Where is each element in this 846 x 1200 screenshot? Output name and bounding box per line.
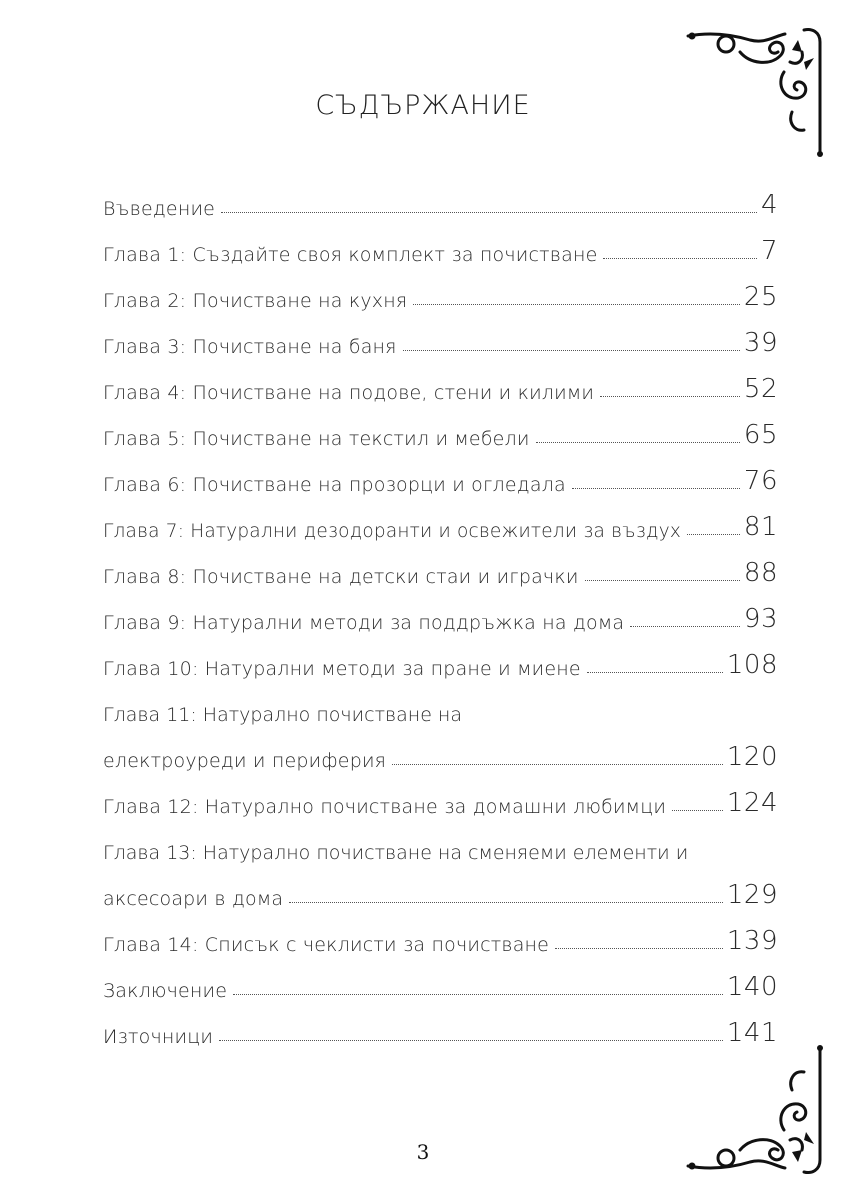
toc-entry-page: 65 [743, 420, 778, 450]
toc-entry-page: 81 [743, 512, 778, 542]
toc-entry[interactable] [103, 876, 778, 910]
page-title: СЪДЪРЖАНИЕ [315, 90, 531, 121]
leader-dots [219, 1040, 723, 1041]
toc-entry[interactable] [103, 738, 778, 772]
leader-dots [536, 442, 740, 443]
toc-entry[interactable] [103, 922, 778, 956]
toc-entry-label: Глава 4: Почистване на подове, стени и килими [103, 382, 595, 404]
leader-dots [403, 350, 740, 351]
leader-dots [413, 304, 740, 305]
toc-entry[interactable] [103, 784, 778, 818]
leader-dots [572, 488, 740, 489]
leader-dots [603, 258, 756, 259]
toc-entry[interactable] [103, 600, 778, 634]
toc-entry[interactable] [103, 1014, 778, 1048]
leader-dots [630, 626, 740, 627]
toc-entry[interactable] [103, 370, 778, 404]
toc-entry-label-line1: Глава 13: Натурално почистване на сменяеми елементи и [103, 842, 689, 864]
leader-dots [585, 580, 740, 581]
toc-entry-label: Заключение [103, 980, 228, 1002]
toc-entry[interactable] [103, 968, 778, 1002]
leader-dots [687, 534, 740, 535]
toc-entry-page: 141 [726, 1018, 778, 1048]
toc-entry[interactable] [103, 324, 778, 358]
toc-entry-label: Глава 9: Натурални методи за поддръжка на дома [103, 612, 625, 634]
toc-entry[interactable] [103, 232, 778, 266]
toc-entry-label: Глава 7: Натурални дезодоранти и освежители за въздух [103, 521, 682, 542]
toc-entry-label: Глава 2: Почистване на кухня [103, 290, 408, 312]
toc-entry[interactable] [103, 462, 778, 496]
toc-entry-label: Глава 5: Почистване на текстил и мебели [103, 428, 530, 450]
leader-dots [600, 396, 740, 397]
toc-entry[interactable] [103, 554, 778, 588]
toc-entry-page: 124 [726, 788, 778, 818]
toc-entry-page: 129 [726, 880, 778, 910]
toc-entry-page: 120 [726, 742, 778, 772]
toc-entry-label: Глава 1: Създайте своя комплект за почистване [103, 244, 598, 266]
leader-dots [555, 948, 723, 949]
toc-entry-label: Глава 3: Почистване на баня [103, 336, 397, 358]
toc-entry-label: Въведение [103, 198, 216, 220]
toc-entry-page: 108 [726, 650, 778, 680]
leader-dots [392, 764, 723, 765]
toc-entry-label: Глава 14: Списък с чеклисти за почистване [103, 934, 550, 956]
toc-entry-page: 139 [726, 926, 778, 956]
toc-entry[interactable] [103, 508, 778, 542]
toc-entry-page: 4 [760, 190, 778, 220]
toc-entry-label: Глава 8: Почистване на детски стаи и играчки [103, 566, 579, 588]
leader-dots [289, 902, 723, 903]
leader-dots [233, 994, 723, 995]
toc-entry[interactable] [103, 416, 778, 450]
toc-entry[interactable] [103, 646, 778, 680]
toc-entry-label: Глава 6: Почистване на прозорци и огледала [103, 474, 566, 496]
toc-entry[interactable] [103, 186, 778, 220]
toc-entry-page: 76 [743, 466, 778, 496]
toc-entry-label: електроуреди и периферия [103, 750, 387, 772]
leader-dots [587, 672, 723, 673]
toc-entry-label: аксесоари в дома [103, 888, 284, 910]
toc-entry-page: 52 [743, 374, 778, 404]
toc-entry-page: 140 [726, 972, 778, 1002]
toc-entry-label: Глава 10: Натурални методи за пране и миене [103, 658, 581, 680]
toc-entry-page: 25 [743, 282, 778, 312]
leader-dots [672, 810, 723, 811]
page-number: 3 [416, 1140, 430, 1164]
toc-entry-label-line1: Глава 11: Натурално почистване на [103, 704, 462, 726]
toc-entry-label: Глава 12: Натурално почистване за домашни любимци [103, 796, 667, 818]
toc-entry-page: 39 [743, 328, 778, 358]
toc-entry-page: 88 [743, 558, 778, 588]
leader-dots [221, 212, 757, 213]
toc-entry-page: 7 [760, 236, 778, 266]
toc-entry-label: Източници [103, 1026, 214, 1048]
toc-entry-page: 93 [743, 604, 778, 634]
toc-entry[interactable] [103, 278, 778, 312]
